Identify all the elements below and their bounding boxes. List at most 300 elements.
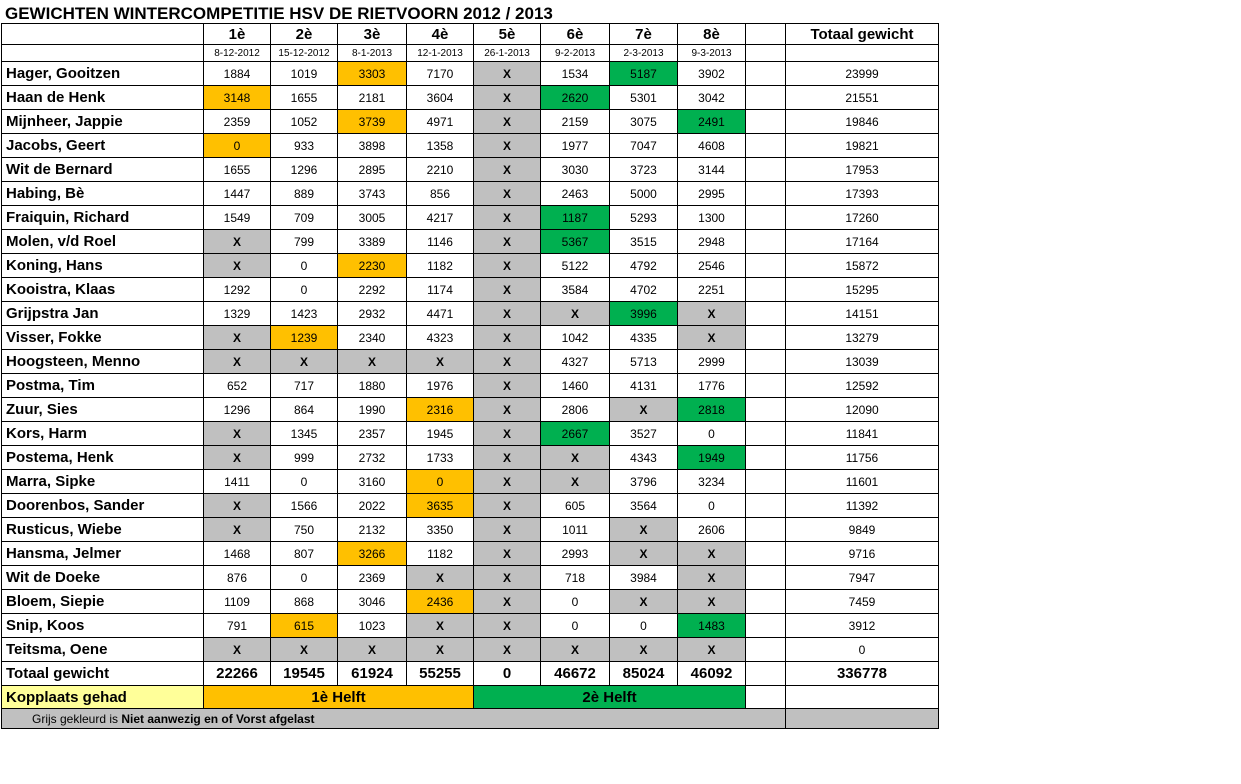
kopplaats-legend: Kopplaats gehad: [2, 686, 204, 709]
round-total: 61924: [338, 662, 407, 686]
participant-total: 17393: [786, 182, 939, 206]
weight-cell: 1945: [407, 422, 474, 446]
weight-cell: X: [474, 446, 541, 470]
grand-total: 336778: [786, 662, 939, 686]
weight-cell: X: [474, 134, 541, 158]
first-half-legend: 1è Helft: [204, 686, 474, 709]
participant-name: Postma, Tim: [2, 374, 204, 398]
round-header-row: [2, 24, 939, 45]
spacer-cell: [786, 45, 939, 62]
weight-cell: 1990: [338, 398, 407, 422]
weight-cell: 4608: [678, 134, 746, 158]
participant-name: Kooistra, Klaas: [2, 278, 204, 302]
spacer-cell: [746, 230, 786, 254]
weight-cell: 2606: [678, 518, 746, 542]
weight-cell: 2022: [338, 494, 407, 518]
weight-cell: 4327: [541, 350, 610, 374]
weight-cell: X: [474, 86, 541, 110]
participant-name: Hansma, Jelmer: [2, 542, 204, 566]
participant-name: Fraiquin, Richard: [2, 206, 204, 230]
participant-total: 0: [786, 638, 939, 662]
weight-cell: 1655: [271, 86, 338, 110]
weight-cell: 3266: [338, 542, 407, 566]
round-header: 3è: [338, 24, 407, 45]
weight-cell: 1296: [271, 158, 338, 182]
table-row: [2, 446, 939, 470]
weight-cell: 1460: [541, 374, 610, 398]
weight-cell: X: [474, 398, 541, 422]
weight-cell: 3030: [541, 158, 610, 182]
round-header: 2è: [271, 24, 338, 45]
weight-cell: X: [474, 254, 541, 278]
weight-cell: 2292: [338, 278, 407, 302]
totals-row: [2, 662, 939, 686]
table-row: [2, 182, 939, 206]
spacer-cell: [746, 662, 786, 686]
weight-cell: 1023: [338, 614, 407, 638]
weight-cell: X: [204, 422, 271, 446]
weight-cell: 2316: [407, 398, 474, 422]
spacer-cell: [746, 518, 786, 542]
participant-name: Hoogsteen, Menno: [2, 350, 204, 374]
weight-cell: X: [474, 326, 541, 350]
participant-name: Postema, Henk: [2, 446, 204, 470]
spacer-cell: [746, 158, 786, 182]
spacer-cell: [746, 326, 786, 350]
spacer-cell: [746, 638, 786, 662]
weight-cell: X: [338, 638, 407, 662]
weight-cell: 3303: [338, 62, 407, 86]
weight-cell: 2463: [541, 182, 610, 206]
round-total: 85024: [610, 662, 678, 686]
weight-cell: 1447: [204, 182, 271, 206]
participant-total: 13039: [786, 350, 939, 374]
weight-cell: X: [474, 62, 541, 86]
weight-cell: 1011: [541, 518, 610, 542]
weight-cell: 2948: [678, 230, 746, 254]
spacer-cell: [746, 446, 786, 470]
weight-cell: 1292: [204, 278, 271, 302]
weight-cell: 3739: [338, 110, 407, 134]
participant-total: 11756: [786, 446, 939, 470]
weight-cell: 1949: [678, 446, 746, 470]
participant-total: 17164: [786, 230, 939, 254]
weight-cell: X: [474, 542, 541, 566]
participant-name: Rusticus, Wiebe: [2, 518, 204, 542]
weight-cell: 1880: [338, 374, 407, 398]
weight-cell: 0: [271, 470, 338, 494]
round-header: 6è: [541, 24, 610, 45]
table-row: [2, 494, 939, 518]
participant-total: 7947: [786, 566, 939, 590]
weight-cell: 2999: [678, 350, 746, 374]
weight-cell: 2995: [678, 182, 746, 206]
weight-cell: 2491: [678, 110, 746, 134]
weight-cell: 1534: [541, 62, 610, 86]
weight-cell: X: [474, 422, 541, 446]
table-row: [2, 422, 939, 446]
weight-cell: 2357: [338, 422, 407, 446]
participant-total: 11841: [786, 422, 939, 446]
table-row: [2, 614, 939, 638]
weight-cell: 4792: [610, 254, 678, 278]
round-date: 9-3-2013: [678, 45, 746, 62]
weight-cell: 4343: [610, 446, 678, 470]
round-total: 46672: [541, 662, 610, 686]
weight-cell: 0: [271, 566, 338, 590]
weight-cell: 3075: [610, 110, 678, 134]
weight-cell: 605: [541, 494, 610, 518]
spacer-cell: [746, 62, 786, 86]
second-half-legend: 2è Helft: [474, 686, 746, 709]
participant-name: Koning, Hans: [2, 254, 204, 278]
weight-cell: 3234: [678, 470, 746, 494]
spacer-cell: [746, 686, 786, 709]
weight-cell: X: [474, 206, 541, 230]
weight-cell: X: [474, 230, 541, 254]
table-row: [2, 206, 939, 230]
weight-cell: 718: [541, 566, 610, 590]
weight-cell: X: [610, 542, 678, 566]
round-header: 1è: [204, 24, 271, 45]
weight-cell: 3148: [204, 86, 271, 110]
weight-cell: X: [204, 518, 271, 542]
weight-cell: 1566: [271, 494, 338, 518]
participant-name: Habing, Bè: [2, 182, 204, 206]
sheet-title: GEWICHTEN WINTERCOMPETITIE HSV DE RIETVOORN 2012 / 2013: [5, 4, 553, 23]
weight-cell: 0: [204, 134, 271, 158]
weight-cell: 1296: [204, 398, 271, 422]
weight-cell: 1776: [678, 374, 746, 398]
table-row: [2, 134, 939, 158]
weight-cell: 799: [271, 230, 338, 254]
spacer-cell: [746, 398, 786, 422]
weight-cell: X: [204, 326, 271, 350]
participant-total: 15872: [786, 254, 939, 278]
weight-cell: X: [474, 614, 541, 638]
round-header: 5è: [474, 24, 541, 45]
weight-cell: 4335: [610, 326, 678, 350]
table-row: [2, 350, 939, 374]
participant-name: Wit de Bernard: [2, 158, 204, 182]
weight-cell: 3604: [407, 86, 474, 110]
weight-cell: 5367: [541, 230, 610, 254]
spacer-cell: [746, 24, 786, 45]
weight-cell: X: [407, 566, 474, 590]
spacer-cell: [746, 350, 786, 374]
table-row: [2, 398, 939, 422]
round-total: 0: [474, 662, 541, 686]
weight-cell: 1300: [678, 206, 746, 230]
table-row: [2, 302, 939, 326]
weight-cell: 3902: [678, 62, 746, 86]
participant-total: 19821: [786, 134, 939, 158]
participant-total: 11601: [786, 470, 939, 494]
participant-total: 17953: [786, 158, 939, 182]
weight-cell: 0: [407, 470, 474, 494]
participant-total: 14151: [786, 302, 939, 326]
weight-cell: 2620: [541, 86, 610, 110]
weight-cell: 3898: [338, 134, 407, 158]
participant-name: Doorenbos, Sander: [2, 494, 204, 518]
participant-name: Kors, Harm: [2, 422, 204, 446]
weight-cell: X: [610, 638, 678, 662]
weight-cell: 1345: [271, 422, 338, 446]
table-row: [2, 326, 939, 350]
participant-name: Visser, Fokke: [2, 326, 204, 350]
round-total: 55255: [407, 662, 474, 686]
weight-cell: 1019: [271, 62, 338, 86]
weight-cell: X: [678, 590, 746, 614]
weight-cell: X: [204, 350, 271, 374]
weight-cell: X: [204, 446, 271, 470]
weight-cell: 3996: [610, 302, 678, 326]
round-total: 46092: [678, 662, 746, 686]
participant-name: Hager, Gooitzen: [2, 62, 204, 86]
weight-cell: 1109: [204, 590, 271, 614]
weight-cell: X: [204, 494, 271, 518]
weight-cell: 3584: [541, 278, 610, 302]
table-row: [2, 374, 939, 398]
participant-name: Molen, v/d Roel: [2, 230, 204, 254]
note-bold: Niet aanwezig en of Vorst afgelast: [121, 711, 315, 726]
weight-cell: 4971: [407, 110, 474, 134]
weight-cell: 856: [407, 182, 474, 206]
weight-cell: 5301: [610, 86, 678, 110]
spacer-cell: [746, 45, 786, 62]
participant-total: 9716: [786, 542, 939, 566]
participant-name: Teitsma, Oene: [2, 638, 204, 662]
participant-name: Wit de Doeke: [2, 566, 204, 590]
round-date: 8-12-2012: [204, 45, 271, 62]
weight-cell: 889: [271, 182, 338, 206]
participant-total: 15295: [786, 278, 939, 302]
weight-cell: X: [407, 350, 474, 374]
weight-cell: 1174: [407, 278, 474, 302]
weight-cell: 0: [678, 494, 746, 518]
spacer-cell: [746, 86, 786, 110]
total-header: Totaal gewicht: [786, 24, 939, 45]
participant-total: 9849: [786, 518, 939, 542]
weight-cell: 3527: [610, 422, 678, 446]
participant-name: Marra, Sipke: [2, 470, 204, 494]
weight-cell: 1411: [204, 470, 271, 494]
weight-cell: 2359: [204, 110, 271, 134]
weight-cell: 2818: [678, 398, 746, 422]
table-row: [2, 590, 939, 614]
weight-cell: 3160: [338, 470, 407, 494]
weight-cell: X: [541, 638, 610, 662]
weight-cell: X: [678, 566, 746, 590]
weight-cell: X: [610, 398, 678, 422]
weight-cell: 5713: [610, 350, 678, 374]
weight-cell: 0: [271, 278, 338, 302]
weight-cell: 0: [610, 614, 678, 638]
weight-cell: X: [407, 614, 474, 638]
weight-cell: 3350: [407, 518, 474, 542]
weight-cell: X: [541, 470, 610, 494]
participant-total: 12592: [786, 374, 939, 398]
weight-cell: X: [474, 566, 541, 590]
weight-cell: X: [204, 254, 271, 278]
table-row: [2, 470, 939, 494]
weight-cell: X: [474, 110, 541, 134]
weight-cell: X: [474, 494, 541, 518]
participant-total: 17260: [786, 206, 939, 230]
participant-total: 11392: [786, 494, 939, 518]
weight-cell: 3723: [610, 158, 678, 182]
weight-cell: 999: [271, 446, 338, 470]
weight-cell: 2806: [541, 398, 610, 422]
weight-cell: 1483: [678, 614, 746, 638]
round-header: 4è: [407, 24, 474, 45]
weight-cell: X: [678, 638, 746, 662]
weight-cell: 1182: [407, 542, 474, 566]
weight-cell: 0: [541, 590, 610, 614]
weight-cell: 4702: [610, 278, 678, 302]
weight-cell: 717: [271, 374, 338, 398]
weight-cell: 0: [678, 422, 746, 446]
note-text: [2, 709, 786, 729]
weight-cell: X: [271, 638, 338, 662]
participant-total: 21551: [786, 86, 939, 110]
spacer-cell: [746, 374, 786, 398]
weight-cell: 2210: [407, 158, 474, 182]
weight-cell: 1549: [204, 206, 271, 230]
weight-cell: X: [678, 302, 746, 326]
weight-cell: 2251: [678, 278, 746, 302]
table-row: [2, 86, 939, 110]
spacer-cell: [746, 590, 786, 614]
weight-cell: 3042: [678, 86, 746, 110]
weight-cell: 876: [204, 566, 271, 590]
weight-cell: 1329: [204, 302, 271, 326]
table-row: [2, 542, 939, 566]
weight-cell: 1052: [271, 110, 338, 134]
participant-total: 3912: [786, 614, 939, 638]
round-header: 8è: [678, 24, 746, 45]
weight-cell: X: [474, 278, 541, 302]
weight-cell: 7047: [610, 134, 678, 158]
participant-name: Grijpstra Jan: [2, 302, 204, 326]
weight-cell: 1182: [407, 254, 474, 278]
corner-cell: [2, 45, 204, 62]
participant-name: Zuur, Sies: [2, 398, 204, 422]
weight-cell: 3743: [338, 182, 407, 206]
spacer-cell: [746, 110, 786, 134]
round-date: 12-1-2013: [407, 45, 474, 62]
dates-row: [2, 45, 939, 62]
weight-cell: 868: [271, 590, 338, 614]
weight-cell: 4323: [407, 326, 474, 350]
participant-total: 13279: [786, 326, 939, 350]
spacer-cell: [746, 566, 786, 590]
weight-cell: 1187: [541, 206, 610, 230]
weight-cell: 709: [271, 206, 338, 230]
weight-cell: 2546: [678, 254, 746, 278]
spacer-cell: [746, 206, 786, 230]
weight-cell: X: [541, 302, 610, 326]
weight-cell: 652: [204, 374, 271, 398]
weight-cell: 3796: [610, 470, 678, 494]
round-date: 15-12-2012: [271, 45, 338, 62]
weight-cell: 2132: [338, 518, 407, 542]
weight-cell: 3564: [610, 494, 678, 518]
participant-name: Bloem, Siepie: [2, 590, 204, 614]
spacer-cell: [746, 470, 786, 494]
spacer-cell: [746, 422, 786, 446]
weight-cell: 1976: [407, 374, 474, 398]
weight-cell: 2230: [338, 254, 407, 278]
weight-cell: 1733: [407, 446, 474, 470]
weight-cell: 2667: [541, 422, 610, 446]
weight-cell: 2340: [338, 326, 407, 350]
weight-cell: 1468: [204, 542, 271, 566]
round-date: 9-2-2013: [541, 45, 610, 62]
participant-name: Haan de Henk: [2, 86, 204, 110]
table-row: [2, 230, 939, 254]
weight-cell: 5122: [541, 254, 610, 278]
weight-cell: X: [678, 542, 746, 566]
weight-cell: 5293: [610, 206, 678, 230]
spacer-cell: [746, 614, 786, 638]
participant-name: Jacobs, Geert: [2, 134, 204, 158]
weight-cell: 2181: [338, 86, 407, 110]
weight-cell: X: [407, 638, 474, 662]
weight-cell: 3005: [338, 206, 407, 230]
weight-cell: 5187: [610, 62, 678, 86]
weight-cell: 1239: [271, 326, 338, 350]
weight-cell: 1423: [271, 302, 338, 326]
weight-cell: X: [474, 182, 541, 206]
weight-cell: 3046: [338, 590, 407, 614]
weight-cell: 1358: [407, 134, 474, 158]
participant-name: Mijnheer, Jappie: [2, 110, 204, 134]
weight-cell: X: [541, 446, 610, 470]
weight-cell: X: [474, 350, 541, 374]
weight-cell: 933: [271, 134, 338, 158]
weight-cell: 0: [271, 254, 338, 278]
table-row: [2, 566, 939, 590]
spacer-cell: [746, 494, 786, 518]
note-prefix: Grijs gekleurd is: [32, 711, 122, 726]
weight-cell: X: [474, 638, 541, 662]
weight-cell: 2732: [338, 446, 407, 470]
spacer-cell: [786, 686, 939, 709]
weight-cell: 3515: [610, 230, 678, 254]
weight-cell: X: [610, 518, 678, 542]
weight-cell: 2436: [407, 590, 474, 614]
weight-cell: 0: [541, 614, 610, 638]
weight-cell: X: [204, 638, 271, 662]
table-row: [2, 110, 939, 134]
weight-cell: 3635: [407, 494, 474, 518]
participant-total: 19846: [786, 110, 939, 134]
table-row: [2, 518, 939, 542]
weight-cell: 864: [271, 398, 338, 422]
round-header: 7è: [610, 24, 678, 45]
totals-label: Totaal gewicht: [2, 662, 204, 686]
round-total: 19545: [271, 662, 338, 686]
weight-cell: X: [204, 230, 271, 254]
weight-cell: 1977: [541, 134, 610, 158]
participant-total: 23999: [786, 62, 939, 86]
round-date: 8-1-2013: [338, 45, 407, 62]
weight-cell: 750: [271, 518, 338, 542]
weight-cell: 1884: [204, 62, 271, 86]
weight-cell: X: [474, 302, 541, 326]
weight-cell: 4131: [610, 374, 678, 398]
